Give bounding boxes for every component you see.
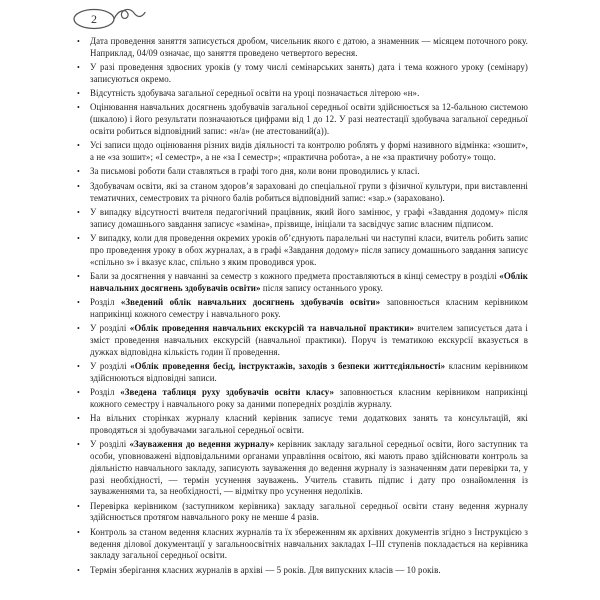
bullet-icon: •: [77, 361, 80, 371]
list-item: [76, 565, 528, 577]
list-item-text: Відсутність здобувача загальної середньої освіти на уроці позначається літерою «н».: [90, 88, 420, 99]
list-item: [76, 181, 528, 205]
list-item: [76, 62, 528, 86]
list-item-text: Дата проведення заняття записується дробом, чисельник якого є датою, а знаменник — місяцем поточного року. Наприклад, 04/09 означає, що заняття проведено четвертого вересня.: [90, 36, 528, 58]
list-item: [76, 207, 528, 231]
bullet-icon: •: [77, 167, 80, 177]
bullet-icon: •: [77, 271, 80, 281]
page-header-ornament: [73, 6, 528, 32]
list-item-text: У разі проведення здвоєних уроків (у тому числі семінарських занять) дата і тема кожного уроку (семінару) записуються окремо.: [90, 62, 528, 84]
bullet-icon: •: [77, 324, 80, 334]
list-item-text: За письмові роботи бали ставляться в графі того дня, коли вони проводились у класі.: [90, 166, 420, 177]
list-item: [76, 297, 528, 321]
list-item-text: Оцінювання навчальних досягнень здобувачів загальної середньої освіти здійснюється за 12-бальною системою (шкалою) і його результати позначаються цифрами від 1 до 12. У разі неатестації здобувача загальної середньої освіти робиться відповідний запис: «н/а» (не атестований(а)).: [90, 102, 528, 137]
bullet-icon: •: [77, 103, 80, 113]
list-item-text: У розділі «Облік проведення навчальних екскурсій та навчальної практики» вчителем записується дата і зміст проведення навчальних екскурсій (навчальної практики). Поруч із тематикою екскурсії вказується в дужках відповідна кількість годин її проведення.: [90, 323, 528, 357]
list-item-text: У розділі «Зауваження до ведення журналу» керівник закладу загальної середньої освіти, його заступник та особи, уповноважені відповідальними органами управління освітою, які мають право здійснювати контроль за діяльністю навчального закладу, записують зауваження до ведення журналу із зазначенням дати перевірки та, у разі необхідності, — термін усунення зауважень. Учитель ставить підпис і дату про ознайомлення із зауваженнями та, за необхідності, — відмітку про усунення недоліків.: [90, 439, 528, 497]
list-item: [76, 271, 528, 295]
bullet-icon: •: [77, 527, 80, 537]
bullet-icon: •: [77, 297, 80, 307]
bullet-icon: •: [77, 207, 80, 217]
list-item-text: Усі записи щодо оцінювання різних видів діяльності та контролю роблять у формі називного відмінка: «зошит», а не «за зошит»; «І семестр», а не «за І семестр»; «практична робота», а не «за практичну роботу» тощо.: [90, 140, 528, 163]
list-item: [76, 413, 528, 437]
list-item-text: На вільних сторінках журналу класний керівник записує теми додаткових занять та консультацій, які проводяться зі здобувачами загальної середньої освіти.: [90, 413, 528, 435]
bullet-icon: •: [77, 141, 80, 151]
bullet-icon: •: [77, 37, 80, 46]
list-item: [76, 323, 528, 358]
ornament-svg: [73, 6, 149, 32]
list-item: [76, 36, 528, 60]
list-item-text: Бали за досягнення у навчанні за семестр з кожного предмета проставляються в кінці семестру в розділі «Облік навчальних досягнень здобувачів освіти» після запису останнього уроку.: [90, 270, 528, 293]
list-item-text: Термін зберігання класних журналів в архіві — 5 років. Для випускних класів — 10 років.: [90, 564, 441, 575]
list-item: [76, 140, 528, 164]
bullet-list: [76, 36, 528, 576]
list-item-text: Перевірка керівником (заступником керівника) закладу загальної середньої освіти стану ведення журналу здійснюється протягом навчального року не менше 4 разів.: [90, 500, 528, 523]
squiggle-flourish-icon: [114, 9, 145, 19]
list-item: [76, 387, 528, 411]
list-item-text: Контроль за станом ведення класних журналів та їх збереженням як архівних документів згідно з Інструкцією з ведення ділової документації у загальноосвітніх навчальних закладах І–ІІІ ступенів покладається на керівника закладу загальної середньої освіти.: [90, 526, 528, 561]
list-item-text: У розділі «Облік проведення бесід, інструктажів, заходів з безпеки життєдіяльності» класним керівником здійснюються відповідні записи.: [90, 360, 528, 383]
list-item-text: Здобувачам освіти, які за станом здоров’я зараховані до спеціальної групи з фізичної культури, при виставленні тематичних, семестрових та річного балів робиться відповідний запис: «зар.» (зараховано).: [90, 180, 528, 203]
page-number: 2: [91, 12, 97, 26]
bullet-icon: •: [77, 440, 80, 450]
bullet-icon: •: [77, 388, 80, 398]
bullet-icon: •: [77, 89, 80, 99]
list-item-text: Розділ «Зведена таблиця руху здобувачів освіти класу» заповнюється класним керівником наприкінці кожного семестру і навчального року за даними попередніх розділів журналу.: [90, 387, 528, 409]
list-item: [76, 166, 528, 178]
list-item: [76, 439, 528, 498]
bullet-icon: •: [77, 181, 80, 191]
list-item: [76, 102, 528, 137]
bullet-icon: •: [77, 63, 80, 73]
bullet-icon: •: [77, 501, 80, 511]
list-item: [76, 233, 528, 268]
list-item: [76, 501, 528, 525]
list-item-text: Розділ «Зведений облік навчальних досягнень здобувачів освіти» заповнюється класним керівником наприкінці кожного семестру і навчального року.: [90, 296, 528, 319]
list-item: [76, 527, 528, 562]
list-item-text: У випадку, коли для проведення окремих уроків об’єднують паралельні чи наступні класи, вчитель робить запис про проведення уроку в обох журналах, а в графі «Завдання додому» після запису домашнього завдання записує «спільно з» і вказує клас, спільно з яким проводився урок.: [90, 232, 528, 267]
bullet-icon: •: [77, 233, 80, 243]
bullet-icon: •: [77, 565, 80, 575]
list-item: [76, 88, 528, 100]
bullet-icon: •: [77, 414, 80, 424]
list-item-text: У випадку відсутності вчителя педагогічний працівник, який його замінює, у графі «Завдання додому» після запису домашнього завдання записує «заміна», прізвище, ініціали та засвідчує запис власним підписом.: [90, 206, 528, 229]
list-item: [76, 361, 528, 385]
